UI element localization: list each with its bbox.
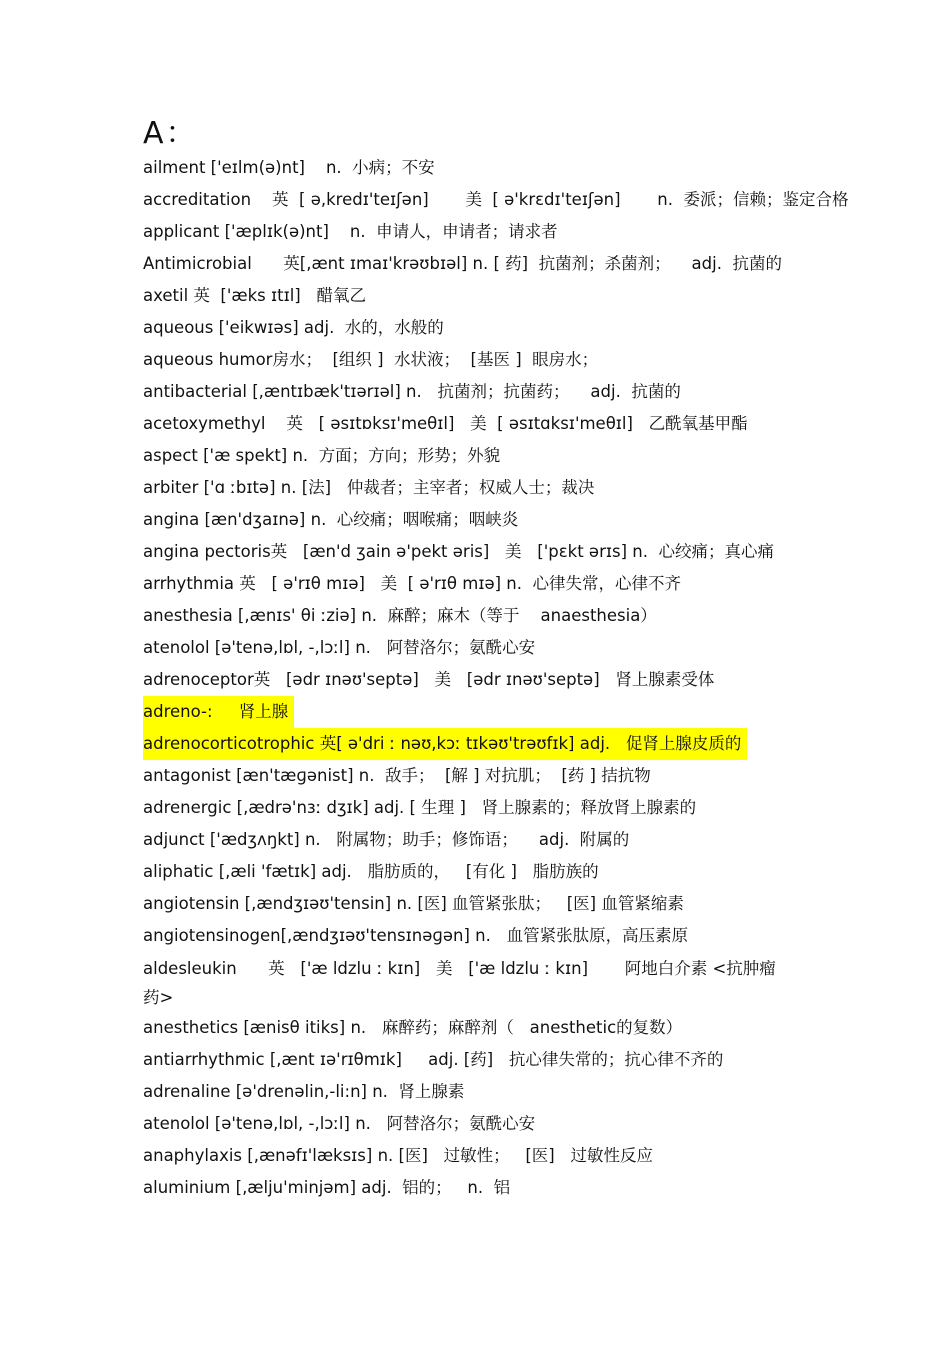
glossary-entry bbox=[143, 760, 823, 792]
glossary-entry-text: angina pectoris英 [æn'd ʒain ə'pekt əris] 美 ['pɛkt ərɪs] n. 心绞痛；真心痛 bbox=[143, 542, 774, 561]
glossary-entry bbox=[143, 312, 823, 344]
glossary-entry-highlighted bbox=[143, 728, 823, 760]
glossary-entry bbox=[143, 184, 849, 216]
glossary-entry-text: anesthetics [ænisθ itiks] n. 麻醉药；麻醉剂（ anesthetic的复数） bbox=[143, 1018, 683, 1037]
glossary-entry bbox=[143, 1012, 823, 1044]
glossary-entry-text: aluminium [,ælju'minjəm] adj. 铝的； n. 铝 bbox=[143, 1178, 511, 1197]
section-heading: A： bbox=[143, 116, 198, 151]
glossary-entry-text: ailment ['eɪlm(ə)nt] n. 小病；不安 bbox=[143, 158, 435, 177]
glossary-list bbox=[143, 152, 849, 1204]
glossary-entry-text: acetoxymethyl 英 [ əsɪtɒksɪ'meθɪl] 美 [ əsɪtɑksɪ'meθɪl] 乙酰氧基甲酯 bbox=[143, 414, 748, 433]
glossary-entry-text: angiotensinogen[,ændʒɪəʊ'tensɪnəɡən] n. 血管紧张肽原，高压素原 bbox=[143, 926, 689, 945]
glossary-entry bbox=[143, 856, 823, 888]
glossary-entry bbox=[143, 888, 823, 920]
glossary-entry-text: arrhythmia 英 [ ə'rɪθ mɪə] 美 [ ə'rɪθ mɪə] n. 心律失常，心律不齐 bbox=[143, 574, 681, 593]
glossary-entry bbox=[143, 280, 823, 312]
glossary-entry-text: adjunct ['ædʒʌŋkt] n. 附属物；助手；修饰语； adj. 附属的 bbox=[143, 830, 630, 849]
glossary-entry-text: arbiter ['ɑ ːbɪtə] n. [法] 仲裁者；主宰者；权威人士；裁决 bbox=[143, 478, 595, 497]
glossary-entry-text: anaphylaxis [,ænəfɪ'læksɪs] n. [医] 过敏性； [医] 过敏性反应 bbox=[143, 1146, 653, 1165]
glossary-entry-text: aqueous humor房水； [组织 ] 水状液； [基医 ] 眼房水； bbox=[143, 350, 599, 369]
glossary-entry bbox=[143, 344, 823, 376]
glossary-entry-text: aqueous ['eikwɪəs] adj. 水的，水般的 bbox=[143, 318, 444, 337]
glossary-entry bbox=[143, 216, 823, 248]
glossary-entry-text: antagonist [æn'tæɡənist] n. 敌手； [解 ] 对抗肌； [药 ] 拮抗物 bbox=[143, 766, 651, 785]
glossary-entry-text: adrenoceptor英 [ədr ɪnəʊ'septə] 美 [ədr ɪnəʊ'septə] 肾上腺素受体 bbox=[143, 670, 715, 689]
glossary-entry-text: applicant ['æplɪk(ə)nt] n. 申请人，申请者；请求者 bbox=[143, 222, 558, 241]
glossary-entry-text: atenolol [ə'tenə,lɒl, -,lɔːl] n. 阿替洛尔；氨酰心安 bbox=[143, 638, 536, 657]
glossary-entry bbox=[143, 600, 823, 632]
glossary-entry bbox=[143, 1044, 823, 1076]
glossary-entry-text: aliphatic [,æli 'fætɪk] adj. 脂肪质的， [有化 ] 脂肪族的 bbox=[143, 862, 599, 881]
glossary-entry-text: adreno-: 肾上腺 bbox=[143, 696, 294, 728]
glossary-entry bbox=[143, 792, 823, 824]
glossary-entry bbox=[143, 152, 823, 184]
glossary-entry bbox=[143, 536, 823, 568]
glossary-entry-text: Antimicrobial 英[,ænt ɪmaɪ'krəʊbɪəl] n. [ 药] 抗菌剂；杀菌剂； adj. 抗菌的 bbox=[143, 254, 782, 273]
glossary-entry bbox=[143, 952, 823, 1012]
glossary-entry bbox=[143, 504, 823, 536]
glossary-entry-text: axetil 英 ['æks ɪtɪl] 醋氧乙 bbox=[143, 286, 366, 305]
glossary-entry bbox=[143, 1140, 823, 1172]
glossary-entry bbox=[143, 632, 823, 664]
glossary-entry-text: adrenocorticotrophic 英[ ə'dri ː nəʊ,kɔː tɪkəʊ'trəʊfɪk] adj. 促肾上腺皮质的 bbox=[143, 728, 747, 760]
glossary-entry bbox=[143, 920, 823, 952]
glossary-entry-text: atenolol [ə'tenə,lɒl, -,lɔːl] n. 阿替洛尔；氨酰心安 bbox=[143, 1114, 536, 1133]
glossary-entry-text: anesthesia [,ænɪs' θi ːziə] n. 麻醉；麻木（等于 anaesthesia） bbox=[143, 606, 657, 625]
glossary-entry bbox=[143, 472, 823, 504]
glossary-entry bbox=[143, 248, 823, 280]
glossary-entry-text: angiotensin [,ændʒɪəʊ'tensin] n. [医] 血管紧张肽； [医] 血管紧缩素 bbox=[143, 894, 684, 913]
glossary-entry bbox=[143, 568, 823, 600]
glossary-entry-text: aspect ['æ spekt] n. 方面；方向；形势；外貌 bbox=[143, 446, 501, 465]
glossary-entry-text: antiarrhythmic [,ænt ɪə'rɪθmɪk] adj. [药] 抗心律失常的；抗心律不齐的 bbox=[143, 1050, 724, 1069]
glossary-entry-text: angina [æn'dʒaɪnə] n. 心绞痛；咽喉痛；咽峡炎 bbox=[143, 510, 519, 529]
glossary-entry bbox=[143, 1076, 823, 1108]
glossary-entry bbox=[143, 1108, 823, 1140]
glossary-entry bbox=[143, 440, 823, 472]
glossary-entry-text: adrenergic [,ædrə'nɜː dʒɪk] adj. [ 生理 ] 肾上腺素的；释放肾上腺素的 bbox=[143, 798, 697, 817]
glossary-entry-text: accreditation 英 [ ə,kredɪ'teɪʃən] 美 [ ə'krɛdɪ'teɪʃən] n. 委派；信赖；鉴定合格 bbox=[143, 190, 849, 209]
glossary-entry bbox=[143, 664, 823, 696]
glossary-entry bbox=[143, 376, 823, 408]
glossary-entry-text: adrenaline [ə'drenəlin,-li:n] n. 肾上腺素 bbox=[143, 1082, 465, 1101]
glossary-entry bbox=[143, 824, 823, 856]
glossary-entry bbox=[143, 408, 823, 440]
glossary-entry-text: aldesleukin 英 ['æ ldzlu ː kɪn] 美 ['æ ldzlu ː kɪn] 阿地白介素 <抗肿瘤 药> bbox=[143, 959, 776, 1007]
glossary-entry-text: antibacterial [,æntɪbæk'tɪərɪəl] n. 抗菌剂；抗菌药； adj. 抗菌的 bbox=[143, 382, 681, 401]
glossary-entry-highlighted bbox=[143, 696, 823, 728]
glossary-entry bbox=[143, 1172, 823, 1204]
